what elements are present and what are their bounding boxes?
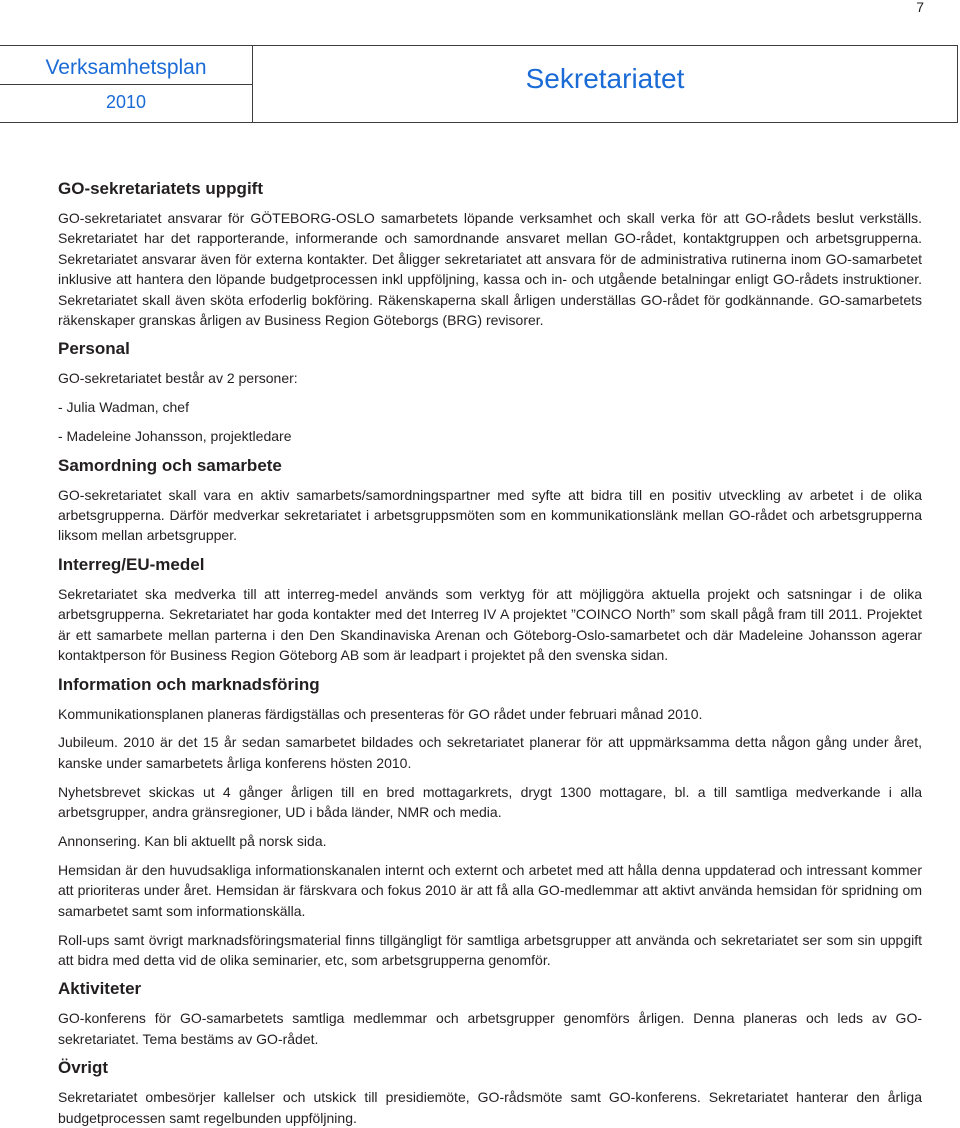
paragraph-aktiviteter: GO-konferens för GO-samarbetets samtliga medlemmar och arbetsgrupper genomförs årligen. Denna planeras och leds av GO-sekretariatet. Tema bestäms av GO-rådet. bbox=[58, 1010, 922, 1047]
paragraph-information: Kommunikationsplanen planeras färdigställas och presenteras för GO rådet under februari månad 2010. bbox=[58, 705, 703, 722]
paragraph-personal-intro: GO-sekretariatet består av 2 personer: bbox=[58, 370, 298, 387]
paragraph-information: Roll-ups samt övrigt marknadsföringsmaterial finns tillgängligt för samtliga arbetsgrupper att använda och sekretariatet ser som sin uppgift att bidra med detta vid de olika seminarier, etc, som arbetsgrupperna genomför. bbox=[58, 931, 922, 969]
heading-samordning: Samordning och samarbete bbox=[58, 455, 282, 475]
paragraph-information: Jubileum. 2010 är det 15 år sedan samarbetet bildades och sekretariatet planerar för att uppmärksamma detta någon gång under året, kanske under samarbetets årliga konferens hösten 2010. bbox=[58, 734, 922, 771]
heading-ovrigt: Övrigt bbox=[58, 1058, 109, 1078]
chapter-title: Sekretariatet bbox=[525, 63, 685, 94]
paragraph-interreg: Sekretariatet ska medverka till att interreg-medel används som verktyg för att möjliggöra aktuella projekt och satsningar i de olika arbetsgrupperna. Sekretariatet har goda kontakter med det Interreg IV A projektet ”COINCO North” som skall pågå fram till 2011. Projektet är ett samarbete mellan parterna i den Den Skandinaviska Arenan och Göteborg-Oslo-samarbetet och där Madeleine Johansson agerar kontaktperson för Business Region Göteborg AB som är leadpart i projektet på den svenska sidan. bbox=[58, 585, 922, 664]
paragraph-information: Annonsering. Kan bli aktuellt på norsk sida. bbox=[58, 833, 327, 850]
list-item: - Julia Wadman, chef bbox=[58, 399, 189, 416]
heading-interreg: Interreg/EU-medel bbox=[58, 554, 205, 574]
paragraph-samordning: GO-sekretariatet skall vara en aktiv samarbets/samordningspartner med syfte att bidra till en positiv utveckling av arbetet i de olika arbetsgrupperna. Därför medverkar sekretariatet i arbetsgruppsmöten som en kommunikationslänk mellan GO-rådet och arbetsgrupperna liksom mellan arbetsgrupper. bbox=[58, 486, 922, 544]
page-content bbox=[58, 178, 922, 1128]
heading-personal: Personal bbox=[58, 339, 130, 359]
paragraph-information: Nyhetsbrevet skickas ut 4 gånger årligen till en bred mottagarkrets, drygt 1300 mottagare, bl. a till samtliga medverkande i alla arbetsgrupper, andra gränsregioner, UD i båda länder, NMR och media. bbox=[58, 783, 922, 821]
header-divider bbox=[0, 84, 252, 85]
page-header bbox=[0, 45, 958, 123]
document-year: 2010 bbox=[105, 92, 147, 112]
document-title: Verksamhetsplan bbox=[45, 56, 207, 79]
paragraph-information: Hemsidan är den huvudsakliga informationskanalen internt och externt och arbetet med att hålla denna uppdaterad och intressant kommer att prioriteras under året. Hemsidan är färskvara och fokus 2010 är att få alla GO-medlemmar att aktivt använda hemsidan för spridning om samarbetet samt som informationskälla. bbox=[58, 861, 922, 919]
page-number: 7 bbox=[916, 0, 924, 15]
paragraph-uppgift: GO-sekretariatet ansvarar för GÖTEBORG-OSLO samarbetets löpande verksamhet och skall verka för att GO-rådets beslut verkställs. Sekretariatet har det rapporterande, informerande och samordnande ansvaret mellan GO-rådet, kontaktgruppen och arbetsgrupperna. Sekretariatet ansvarar även för externa kontakter. Det åligger sekretariatet att ansvara för de administrativa rutinerna inom GO-samarbetet inklusive att hantera den löpande budgetprocessen inkl uppföljning, kassa och in- och utgående betalningar enligt GO-rådets instruktioner. Sekretariatet skall även sköta erfoderlig bokföring. Räkenskaperna skall årligen underställas GO-rådet för godkännande. GO-samarbetets räkenskaper granskas årligen av Business Region Göteborgs (BRG) revisorer. bbox=[58, 210, 922, 329]
heading-information: Information och marknadsföring bbox=[58, 674, 320, 694]
heading-aktiviteter: Aktiviteter bbox=[58, 979, 142, 999]
list-item: - Madeleine Johansson, projektledare bbox=[58, 428, 292, 445]
paragraph-ovrigt: Sekretariatet ombesörjer kallelser och utskick till presidiemöte, GO-rådsmöte samt GO-konferens. Sekretariatet hanterar den årliga budgetprocessen samt regelbunden uppföljning. bbox=[58, 1089, 922, 1126]
heading-uppgift: GO-sekretariatets uppgift bbox=[58, 179, 263, 198]
